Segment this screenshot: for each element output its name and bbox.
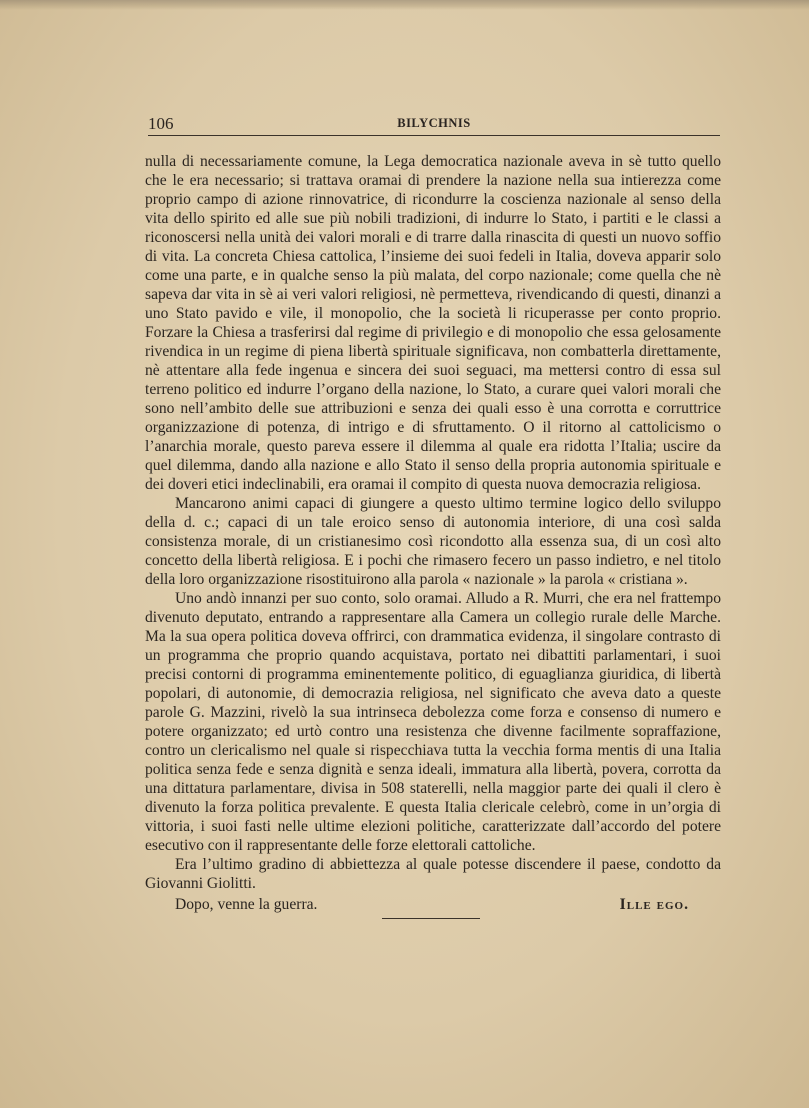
paragraph-3: Uno andò innanzi per suo conto, solo oramai. Alludo a R. Murri, che era nel frattempo divenuto deputato, entrando a rappresentare alla Camera un collegio rurale delle Marche. Ma la sua opera politica doveva offrirci, con drammatica evidenza, il singolare contrasto di un programma che proprio quando acquistava, portato nei dibattiti parlamentari, i suoi precisi contorni di programma eminentemente politico, di eguaglianza giuridica, di libertà popolari, di autonomie, di democrazia religiosa, nel significato che aveva dato a queste parole G. Mazzini, rivelò la sua intrinseca debolezza come forza e consenso di numero e potere organizzato; ed urtò contro una resistenza che divenne facilmente sopraffazione, contro un clericalismo nel quale si rispecchiava tutta la vecchia forma mentis di una Italia politica senza fede e senza dignità e senza ideali, immatura alla libertà, povera, corrotta da una dittatura parlamentare, divisa in 508 staterelli, nella maggior parte dei quali il clero è divenuto la forza politica prevalente. E questa Italia clericale celebrò, come in un’orgia di vittoria, i suoi fasti nelle ultime elezioni politiche, caratterizzate dall’accordo del potere esecutivo con il rappresentante delle forze elettorali cattoliche. — [145, 590, 721, 854]
page-number: 106 — [148, 114, 174, 133]
paragraph-1: nulla di necessariamente comune, la Lega democratica nazionale aveva in sè tutto quello che le era necessario; si trattava oramai di prendere la nazione nella sua intierezza come proprio campo di azione rinnovatrice, di ricondurre la coscienza nazionale al senso della vita dello spirito ed alle sue più nobili tradizioni, di indurre lo Stato, i partiti e le classi a riconoscersi nella unità dei valori morali e di trarre dalla rinascita di questi un nuovo soffio di vita. La concreta Chiesa cattolica, l’insieme dei suoi fedeli in Italia, doveva apparir solo come una parte, e in qualche senso la più malata, del corpo nazionale; come quella che nè sapeva dar vita in sè ai veri valori religiosi, nè permetteva, rivendicando di questi, dinanzi a uno Stato pavido e vile, il monopolio, che la società li ricuperasse per conto proprio. Forzare la Chiesa a trasferirsi dal regime di privilegio e di monopolio che essa gelosamente rivendica in un regime di piena libertà spirituale significava, non combatterla direttamente, nè attentare alla fede ingenua e sincera dei suoi seguaci, ma mettersi contro di essa sul terreno politico ed indurre l’organo della nazione, lo Stato, a curare quei valori morali che sono nell’ambito delle sue attribuzioni e senza dei quali esso è una corrotta e corruttrice organizzazione di potenza, di intrigo e di sfruttamento. O il ritorno al cattolicismo o l’anarchia morale, questo pareva essere il dilemma al quale era ridotta l’Italia; uscire da quel dilemma, dando alla nazione e allo Stato il senso della propria autonomia spirituale e dei doveri etici indeclinabili, era oramai il compito di questa nuova democrazia religiosa. — [145, 153, 721, 493]
end-rule — [382, 918, 480, 919]
article-body — [145, 152, 721, 893]
closing-line — [145, 896, 721, 918]
closing-sentence: Dopo, venne la guerra. — [175, 896, 318, 913]
header-rule — [148, 135, 720, 136]
page-header — [148, 112, 720, 136]
paragraph-2: Mancarono animi capaci di giungere a questo ultimo termine logico dello sviluppo della d. c.; capaci di un tale eroico senso di autonomia interiore, di una così salda consistenza morale, di un cristianesimo così ricondotto alla essenza sua, di un così alto concetto della libertà religiosa. E i pochi che rimasero fecero un passo indietro, e nel titolo della loro organizzazione risostituirono alla parola « nazionale » la parola « cristiana ». — [145, 495, 721, 588]
author-signature: Ille ego. — [619, 896, 689, 913]
page-top-edge — [0, 0, 809, 10]
paragraph-4: Era l’ultimo gradino di abbiettezza al quale potesse discendere il paese, condotto da Giovanni Giolitti. — [145, 856, 721, 892]
running-title: BILYCHNIS — [397, 116, 471, 130]
